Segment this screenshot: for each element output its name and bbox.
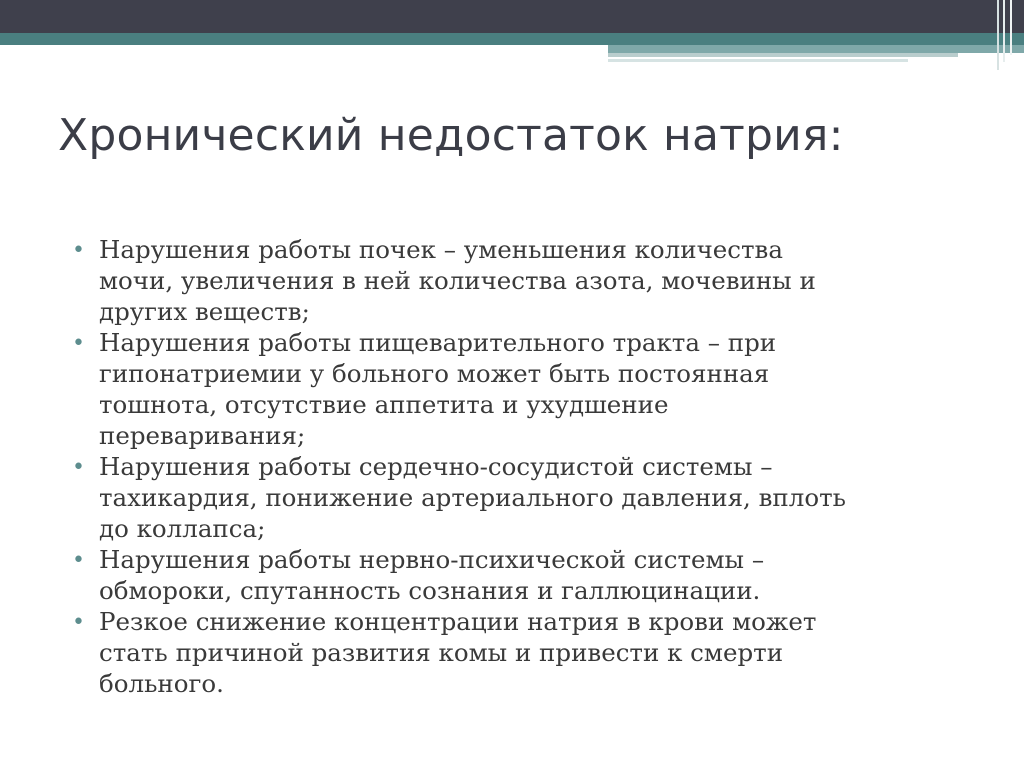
bullet-dot-icon: • <box>72 548 85 573</box>
header-bar-teal <box>0 33 1024 45</box>
header-bar-thin <box>608 53 958 57</box>
bullet-item <box>70 327 950 451</box>
header-bar-pale <box>608 59 908 62</box>
bullet-line: Нарушения работы пищеварительного тракта – при <box>99 328 777 357</box>
bullet-dot-icon: • <box>72 610 85 635</box>
bullet-line: гипонатриемии у больного может быть постоянная <box>99 359 770 388</box>
bullet-dot-icon: • <box>72 455 85 480</box>
bullet-line: стать причиной развития комы и привести к смерти <box>99 638 784 667</box>
slide-title: Хронический недостаток натрия: <box>58 110 844 161</box>
bullet-item <box>70 544 950 606</box>
bullet-line: больного. <box>99 669 224 698</box>
bullet-line: Нарушения работы сердечно-сосудистой системы – <box>99 452 773 481</box>
bullet-line: тахикардия, понижение артериального давления, вплоть <box>99 483 846 512</box>
bullet-line: мочи, увеличения в ней количества азота, мочевины и <box>99 266 816 295</box>
header-divider-line <box>1010 0 1012 55</box>
bullet-list <box>70 234 950 699</box>
bullet-line: Нарушения работы почек – уменьшения количества <box>99 235 783 264</box>
header-bar-dark <box>0 0 1024 33</box>
bullet-dot-icon: • <box>72 331 85 356</box>
bullet-line: переваривания; <box>99 421 306 450</box>
header-bar-accent <box>608 45 1024 53</box>
bullet-item <box>70 451 950 544</box>
bullet-line: Нарушения работы нервно-психической системы – <box>99 545 765 574</box>
bullet-line: до коллапса; <box>99 514 266 543</box>
bullet-item <box>70 234 950 327</box>
bullet-line: обмороки, спутанность сознания и галлюцинации. <box>99 576 761 605</box>
bullet-item <box>70 606 950 699</box>
bullet-line: тошнота, отсутствие аппетита и ухудшение <box>99 390 669 419</box>
bullet-line: Резкое снижение концентрации натрия в крови может <box>99 607 817 636</box>
header-divider-line <box>1003 0 1005 62</box>
bullet-line: других веществ; <box>99 297 310 326</box>
header-divider-line <box>997 0 999 70</box>
bullet-dot-icon: • <box>72 238 85 263</box>
